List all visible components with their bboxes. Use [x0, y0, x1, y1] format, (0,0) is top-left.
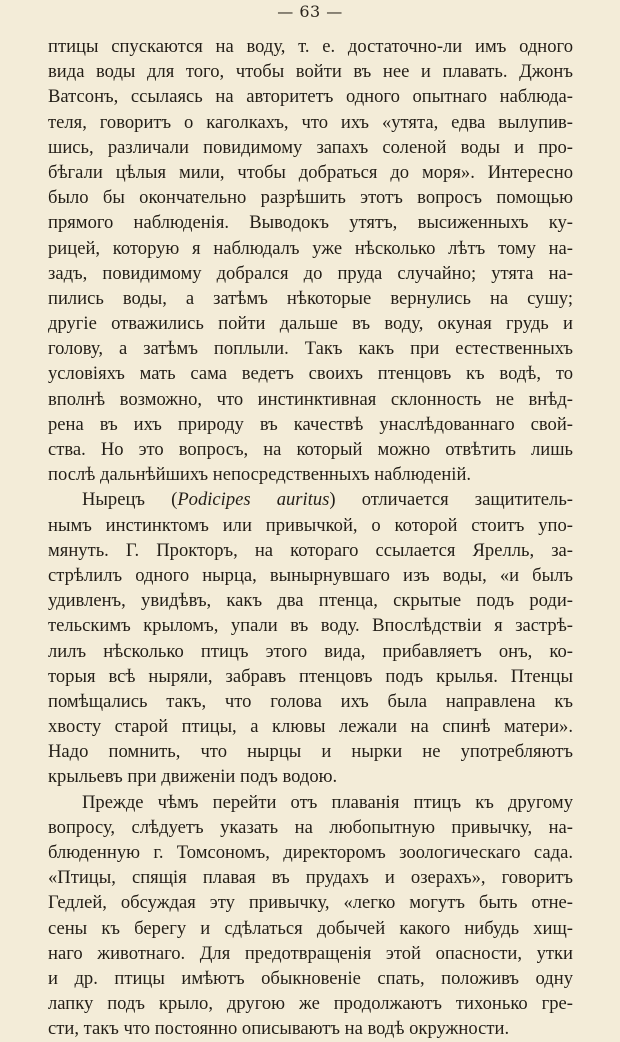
text-line: прямого наблюденія. Выводокъ утятъ, высиженныхъ ку-	[48, 212, 573, 234]
text-line: сены къ берегу и сдѣлаться добычей какого нибудь хищ-	[48, 917, 573, 939]
text-line: Ватсонъ, ссылаясь на авторитетъ одного опытнаго наблюда-	[48, 86, 573, 108]
text-line: удивленъ, увидѣвъ, какъ два птенца, скрытые подъ роди-	[48, 590, 573, 612]
text-line: торыя всѣ ныряли, забравъ птенцовъ подъ крылья. Птенцы	[48, 665, 573, 687]
paragraph	[48, 487, 573, 789]
text-line: наго животнаго. Для предотвращенія этой опасности, утки	[48, 942, 573, 964]
text-line: рена въ ихъ природу въ качествѣ унаслѣдованнаго свой-	[48, 413, 573, 435]
text-line: «Птицы, спящія плавая въ прудахъ и озерахъ», говоритъ	[48, 867, 573, 889]
text-line: птицы спускаются на воду, т. е. достаточно-ли имъ одного	[48, 36, 573, 57]
text-line: блюденную г. Томсономъ, директоромъ зоологическаго сада.	[48, 842, 573, 863]
text-line: задъ, повидимому добрался до пруда случайно; утята на-	[48, 262, 573, 284]
body-text	[48, 34, 573, 1042]
text-line: помѣщались такъ, что голова ихъ была направлена къ	[48, 690, 573, 712]
text-line: вполнѣ возможно, что инстинктивная склонность не внѣд-	[48, 388, 573, 410]
text-line: и др. птицы имѣютъ обыкновеніе спать, положивъ одну	[48, 967, 573, 989]
text-line: Нырецъ (Podicipes auritus) отличается защититель-	[82, 489, 573, 511]
text-line: послѣ дальнѣйшихъ непосредственныхъ наблюденій.	[48, 464, 472, 486]
text-line: условіяхъ мать сама ведетъ своихъ птенцовъ къ водѣ, то	[48, 363, 573, 385]
text-line: было бы окончательно разрѣшить этотъ вопросъ помощью	[48, 187, 573, 209]
page-number: — 63 —	[277, 2, 343, 21]
text-line: другіе отважились пойти дальше въ воду, окуная грудь и	[48, 313, 573, 335]
text-line: шись, различали повидимому запахъ соленой воды и про-	[48, 136, 573, 158]
paragraph	[48, 34, 573, 487]
text-line: стрѣлилъ одного нырца, вынырнувшаго изъ воды, «и былъ	[48, 564, 573, 586]
text-line: рицей, которую я наблюдалъ уже нѣсколько лѣтъ тому на-	[48, 237, 573, 259]
text-line: крыльевъ при движеніи подъ водою.	[48, 766, 338, 788]
text-line: бѣгали цѣлыя мили, чтобы добраться до моря». Интересно	[48, 161, 573, 183]
text-line: мянуть. Г. Прокторъ, на котораго ссылается Ярелль, за-	[48, 539, 573, 561]
text-line: голову, а затѣмъ поплыли. Такъ какъ при естественныхъ	[48, 338, 573, 360]
text-line: вопросу, слѣдуетъ указать на любопытную привычку, на-	[48, 816, 573, 838]
text-line: ства. Но это вопросъ, на который можно отвѣтить лишь	[48, 439, 573, 460]
text-line: Прежде чѣмъ перейти отъ плаванія птицъ къ другому	[82, 791, 573, 813]
text-line: вида воды для того, чтобы войти въ нее и плавать. Джонъ	[48, 61, 573, 83]
text-line: лапку подъ крыло, другою же продолжаютъ тихонько гре-	[48, 993, 573, 1015]
paragraph	[48, 790, 573, 1042]
text-line: сти, такъ что постоянно описываютъ на водѣ окружности.	[48, 1018, 510, 1040]
text-line: теля, говоритъ о каголкахъ, что ихъ «утята, едва вылупив-	[48, 111, 573, 133]
text-line: хвосту старой птицы, а клювы лежали на спинѣ матери».	[48, 716, 573, 738]
latin-species-name: Podicipes auritus	[177, 489, 330, 511]
text-line: пились воды, а затѣмъ нѣкоторые вернулись на сушу;	[48, 287, 573, 309]
text-line: нымъ инстинктомъ или привычкой, о которой стоитъ упо-	[48, 514, 573, 536]
text-line: Гедлей, обсуждая эту привычку, «легко могутъ быть отне-	[48, 892, 573, 914]
text-line: лилъ нѣсколько птицъ этого вида, прибавляетъ онъ, ко-	[48, 640, 573, 662]
text-line: Надо помнить, что нырцы и нырки не употребляютъ	[48, 741, 573, 763]
text-line: тельскимъ крыломъ, упали въ воду. Впослѣдствіи я застрѣ-	[48, 615, 573, 637]
